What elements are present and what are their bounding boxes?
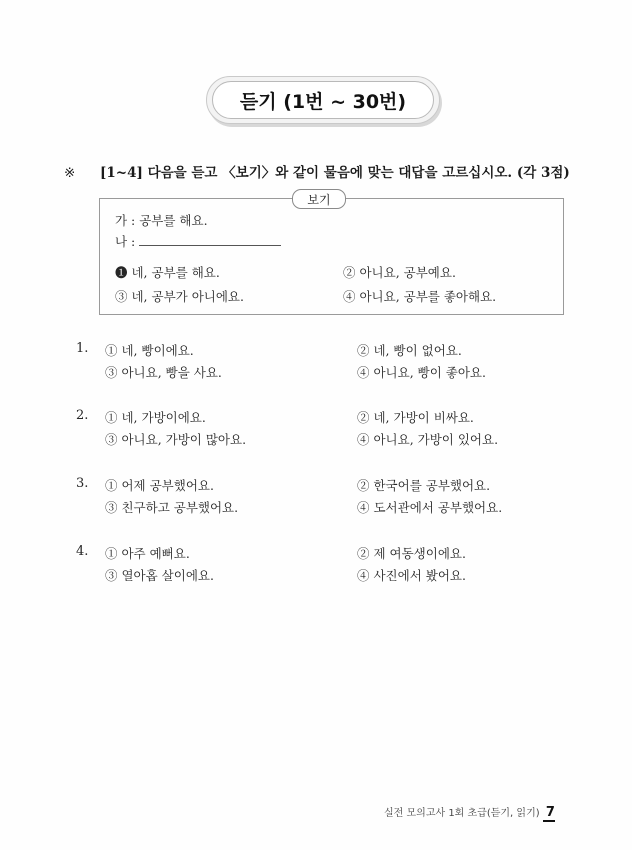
question-option[interactable]: ② 제 여동생이에요. (357, 546, 466, 561)
section-title-box (206, 76, 440, 124)
question-option[interactable]: ② 네, 가방이 비싸요. (357, 410, 474, 425)
answer-blank (139, 244, 281, 246)
question-number: 4. (76, 544, 89, 559)
footer (384, 804, 555, 820)
example-tag: 보기 (292, 189, 346, 209)
question-option[interactable]: ③ 아니요, 빵을 사요. (105, 365, 222, 380)
example-answer-label: 나 : (115, 234, 136, 249)
reference-mark: ※ (64, 165, 76, 181)
question-option[interactable]: ③ 친구하고 공부했어요. (105, 500, 239, 515)
question-option[interactable]: ④ 도서관에서 공부했어요. (357, 500, 503, 515)
example-option-2: ② 아니요, 공부예요. (343, 265, 456, 280)
section-title: 듣기 (1번 ~ 30번) (212, 81, 434, 119)
question-option[interactable]: ① 네, 가방이에요. (105, 410, 206, 425)
question-option[interactable]: ① 네, 빵이에요. (105, 343, 194, 358)
question-option[interactable]: ① 아주 예뻐요. (105, 546, 190, 561)
question-option[interactable]: ② 한국어를 공부했어요. (357, 478, 491, 493)
question-option[interactable]: ④ 사진에서 봤어요. (357, 568, 466, 583)
footer-text: 실전 모의고사 1회 초급(듣기, 읽기) (384, 808, 540, 819)
instruction (64, 161, 570, 181)
question-number: 3. (76, 476, 89, 491)
question-option[interactable]: ③ 열아홉 살이에요. (105, 568, 214, 583)
question-option[interactable]: ① 어제 공부했어요. (105, 478, 214, 493)
question-option[interactable]: ② 네, 빵이 없어요. (357, 343, 462, 358)
page-number: 7 (543, 805, 555, 822)
example-option-4: ④ 아니요, 공부를 좋아해요. (343, 289, 497, 304)
instruction-text: [1~4] 다음을 듣고 〈보기〉와 같이 물음에 맞는 대답을 고르십시오. (각 3점) (100, 165, 570, 181)
question-number: 2. (76, 408, 89, 423)
example-prompt: 가 : 공부를 해요. (115, 213, 208, 228)
example-answer-line (115, 232, 281, 250)
question-option[interactable]: ④ 아니요, 빵이 좋아요. (357, 365, 486, 380)
question-option[interactable]: ③ 아니요, 가방이 많아요. (105, 432, 247, 447)
example-option-3: ③ 네, 공부가 아니에요. (115, 289, 244, 304)
question-option[interactable]: ④ 아니요, 가방이 있어요. (357, 432, 499, 447)
example-option-1: ❶ 네, 공부를 해요. (115, 265, 220, 280)
question-number: 1. (76, 341, 89, 356)
